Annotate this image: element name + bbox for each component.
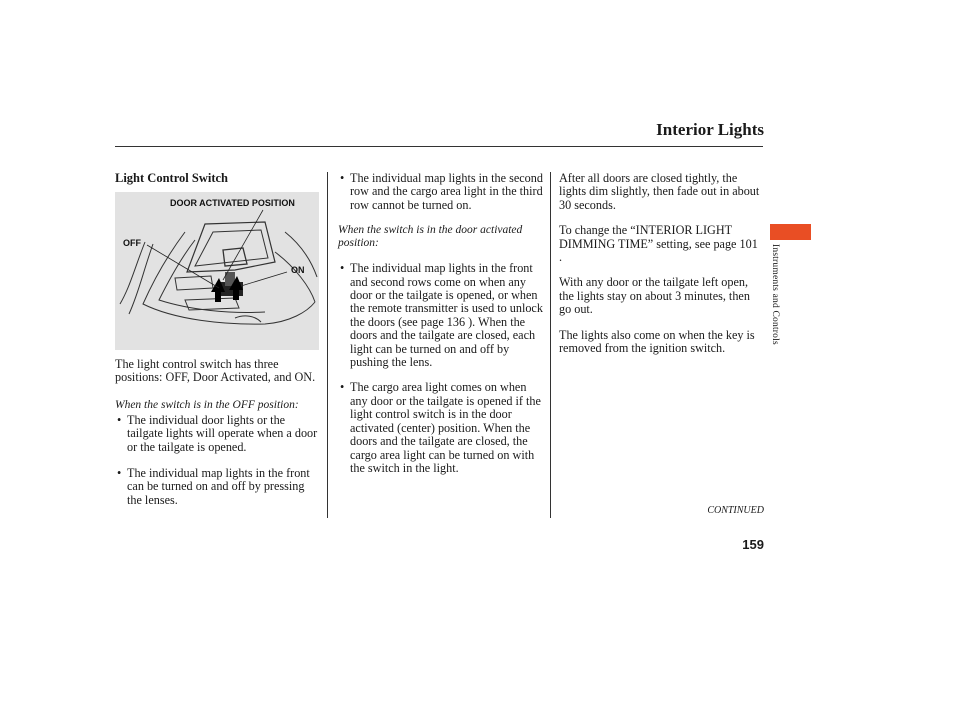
- paragraph-dim: After all doors are closed tightly, the lights dim slightly, then fade out in about 30 seconds.: [559, 171, 760, 212]
- paragraph-door-open: With any door or the tailgate left open, the lights stay on about 3 minutes, then go out.: [559, 275, 750, 317]
- light-switch-illustration: [115, 192, 319, 350]
- on-label: ON: [291, 265, 305, 275]
- continued-note: CONTINUED: [707, 505, 764, 516]
- off-bullet-2: • The individual map lights in the front can be turned on and off by pressing the lenses.: [115, 467, 320, 507]
- off-label: OFF: [123, 238, 141, 248]
- off-bullet-1: • The individual door lights or the tailgate lights will operate when a door or the tailgate is opened.: [115, 414, 320, 454]
- column-3-body: [559, 172, 763, 355]
- paragraph-ignition: The lights also come on when the key is removed from the ignition switch.: [559, 327, 755, 356]
- section-sidebar: [767, 244, 787, 372]
- column-divider-1: [327, 172, 328, 518]
- section-heading: Light Control Switch: [115, 171, 228, 185]
- column-2-body: [338, 172, 543, 475]
- map-lights-bullet: • The individual map lights in the second row and the cargo area light in the third row cannot be turned on.: [338, 172, 543, 212]
- door-bullet-2: • The cargo area light comes on when any door or the tailgate is opened if the light control switch is in the door activated (center) position. When the doors and the tailgate are closed, the cargo area light can be turned on with the switch in the light.: [338, 381, 543, 475]
- column-1-body: [115, 358, 320, 507]
- door-activated-subheading: When the switch is in the door activated position:: [338, 224, 523, 250]
- page-title: Interior Lights: [656, 120, 764, 139]
- door-bullet-1: • The individual map lights in the front and second rows come on when any door or the tailgate is opened, or when the remote transmitter is used to unlock the doors (see page 136 ). When the doors and the tailgate are closed, each light can be turned on and off by pushing the lens.: [338, 262, 543, 369]
- overhead-console-drawing: [115, 192, 319, 350]
- intro-paragraph: The light control switch has three positions: OFF, Door Activated, and ON.: [115, 357, 316, 385]
- door-activated-label: DOOR ACTIVATED POSITION: [170, 198, 295, 208]
- title-rule: [115, 146, 763, 147]
- section-sidebar-label: Instruments and Controls: [770, 244, 780, 345]
- off-position-subheading: When the switch is in the OFF position:: [115, 398, 299, 411]
- section-tab-marker: [770, 224, 811, 240]
- column-divider-2: [550, 172, 551, 518]
- page-number: 159: [742, 537, 764, 552]
- paragraph-dimming-setting: To change the “INTERIOR LIGHT DIMMING TIME” setting, see page 101 .: [559, 223, 758, 265]
